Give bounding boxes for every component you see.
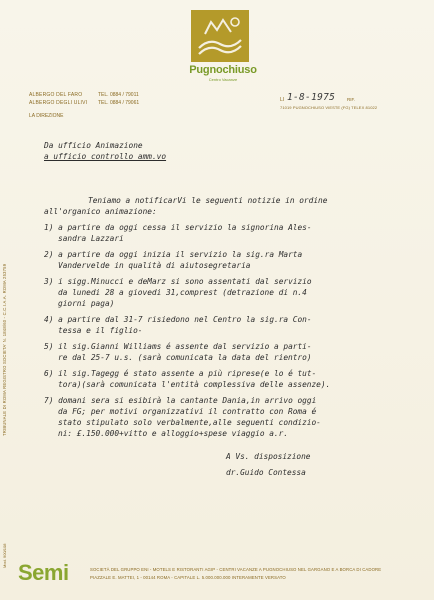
item-5-line-1: 5) il sig.Gianni Williams é assente dal servizio a parti-	[44, 342, 312, 351]
recipient-1: Da ufficio Animazione	[44, 141, 143, 150]
item-5-line-2: re dal 25-7 u.s. (sarà comunicata la data del rientro)	[58, 353, 312, 362]
pugnochiuso-logo	[191, 10, 249, 62]
footer-line-2: PIAZZALE E. MATTEI, 1 - 00144 ROMA - CAPITALE L. 5.000.000.000 INTERAMENTE VERSATO	[90, 575, 286, 580]
signature: dr.Guido Contessa	[226, 468, 306, 477]
item-7-line-2: da FG; per motivi organizzativi il contratto con Roma é	[58, 407, 317, 416]
intro-line-2: all'organico animazione:	[44, 207, 157, 216]
item-7-line-1: 7) domani sera si esibirà la cantante Dania,in arrivo oggi	[44, 396, 317, 405]
item-6-line-2: tora)(sarà comunicata l'entità complessiva delle assenze).	[58, 380, 331, 389]
item-1-line-1: 1) a partire da oggi cessa il servizio la signorina Ales-	[44, 223, 312, 232]
hotel-name-1: ALBERGO DEL FARO	[29, 92, 83, 98]
legal-registration-text: TRIBUNALE DI ROMA REGISTRO SOCIETA' N. 1848/60 - C.C.I.A.A. ROMA 253759	[2, 263, 7, 436]
item-3-line-2: da lunedi 28 a giovedi 31,comprest (detrazione di n.4	[58, 288, 307, 297]
item-7-line-4: ni: £.150.000+vitto e alloggio+spese viaggio a.r.	[58, 429, 289, 438]
reference-label: RIF.	[347, 97, 356, 102]
closing: A Vs. disposizione	[226, 452, 311, 461]
direzione-label: LA DIREZIONE	[29, 113, 64, 119]
item-3-line-3: giorni paga)	[58, 299, 115, 308]
brand-name: Pugnochiuso	[189, 64, 257, 76]
print-code-text: Mod. 900/108	[2, 543, 7, 568]
letter-date: 1-8-1975	[287, 92, 336, 103]
item-4-line-1: 4) a partire dal 31-7 risiedono nel Centro la sig.ra Con-	[44, 315, 312, 324]
brand-subtitle: Centro Vacanze	[208, 77, 238, 82]
semi-logo: Semi	[18, 560, 69, 585]
hotel-name-2: ALBERGO DEGLI ULIVI	[29, 100, 88, 106]
item-2-line-1: 2) a partire da oggi inizia il servizio la sig.ra Marta	[44, 250, 303, 259]
footer-line-1: SOCIETÀ DEL GRUPPO ENI - MOTELS E RISTORANTI AGIP - CENTRI VACANZE A PUGNOCHIUSO NEL GARGANO E A BORCA DI CADORE	[90, 567, 382, 572]
recipient-2: a ufficio controllo amm.vo	[44, 152, 167, 161]
date-label: LI	[280, 97, 285, 103]
item-3-line-1: 3) i sigg.Minucci e deMarz si sono assentati dal servizio	[44, 277, 312, 286]
item-1-line-2: sandra Lazzari	[58, 234, 124, 243]
hotel-tel-2: TEL. 0884 / 79061	[98, 100, 140, 106]
letterhead-address: 71019 PUGNOCHIUSO VIESTE (FG) TELEX 81022	[280, 105, 378, 110]
item-7-line-3: stato stipulato solo verbalmente,alle seguenti condizio-	[58, 418, 321, 427]
item-6-line-1: 6) il sig.Tagegg é stato assente a più riprese(e lo é tut-	[44, 369, 317, 378]
hotel-tel-1: TEL. 0884 / 79011	[98, 92, 139, 98]
item-4-line-2: tessa e il figlio-	[58, 326, 143, 335]
intro-line-1: Teniamo a notificarVi le seguenti notizie in ordine	[88, 196, 328, 205]
item-2-line-2: Vandervelde in qualità di aiutosegretaria	[58, 261, 251, 270]
